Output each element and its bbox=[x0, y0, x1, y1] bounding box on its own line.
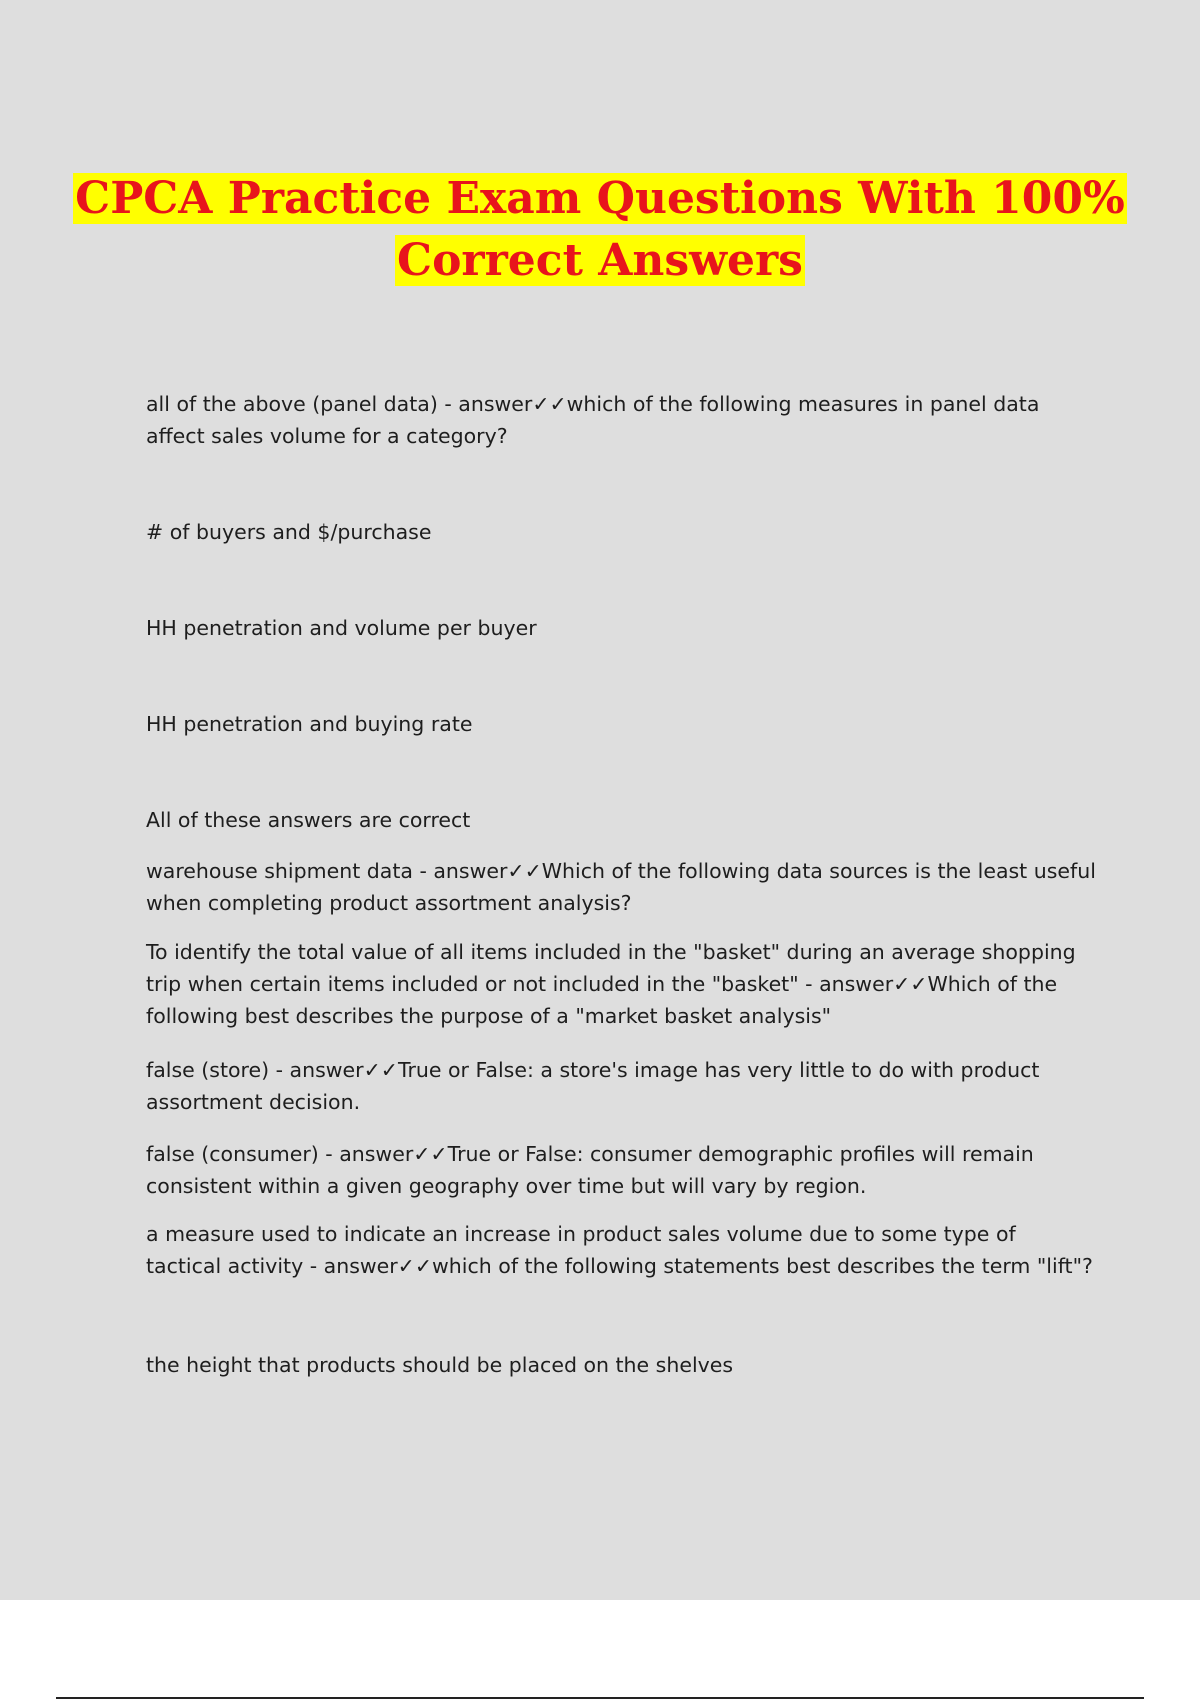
paragraph-consumer-demographic: false (consumer) - answer✓✓True or False: consumer demographic profiles will remain consistent within a given geography over time but will vary by region. bbox=[146, 1142, 1034, 1198]
paragraph-all-correct: All of these answers are correct bbox=[146, 808, 471, 832]
paragraph-store-image: false (store) - answer✓✓True or False: a store's image has very little to do with product assortment decision. bbox=[146, 1058, 1040, 1114]
paragraph-lift: a measure used to indicate an increase in product sales volume due to some type of tactical activity - answer✓✓which of the following statements best describes the term "lift"? bbox=[146, 1222, 1093, 1278]
paragraph-hh-volume: HH penetration and volume per buyer bbox=[146, 616, 537, 640]
title-line-1: CPCA Practice Exam Questions With 100% bbox=[75, 173, 1125, 224]
paragraph-market-basket: To identify the total value of all items included in the "basket" during an average shopping trip when certain items included or not included in the "basket" - answer✓✓Which of the following best describes the purpose of a "market basket analysis" bbox=[146, 940, 1076, 1028]
document-title bbox=[0, 168, 1200, 292]
paragraph-warehouse: warehouse shipment data - answer✓✓Which of the following data sources is the least useful when completing product assortment analysis? bbox=[146, 859, 1096, 915]
paragraph-hh-buying-rate: HH penetration and buying rate bbox=[146, 712, 473, 736]
paragraph-shelf-height: the height that products should be placed on the shelves bbox=[146, 1353, 734, 1377]
paragraph-panel-data: all of the above (panel data) - answer✓✓which of the following measures in panel data affect sales volume for a category? bbox=[146, 392, 1040, 448]
paragraph-buyers-purchase: # of buyers and $/purchase bbox=[146, 520, 432, 544]
title-line-2: Correct Answers bbox=[397, 235, 803, 286]
footer-divider bbox=[56, 1697, 1144, 1699]
